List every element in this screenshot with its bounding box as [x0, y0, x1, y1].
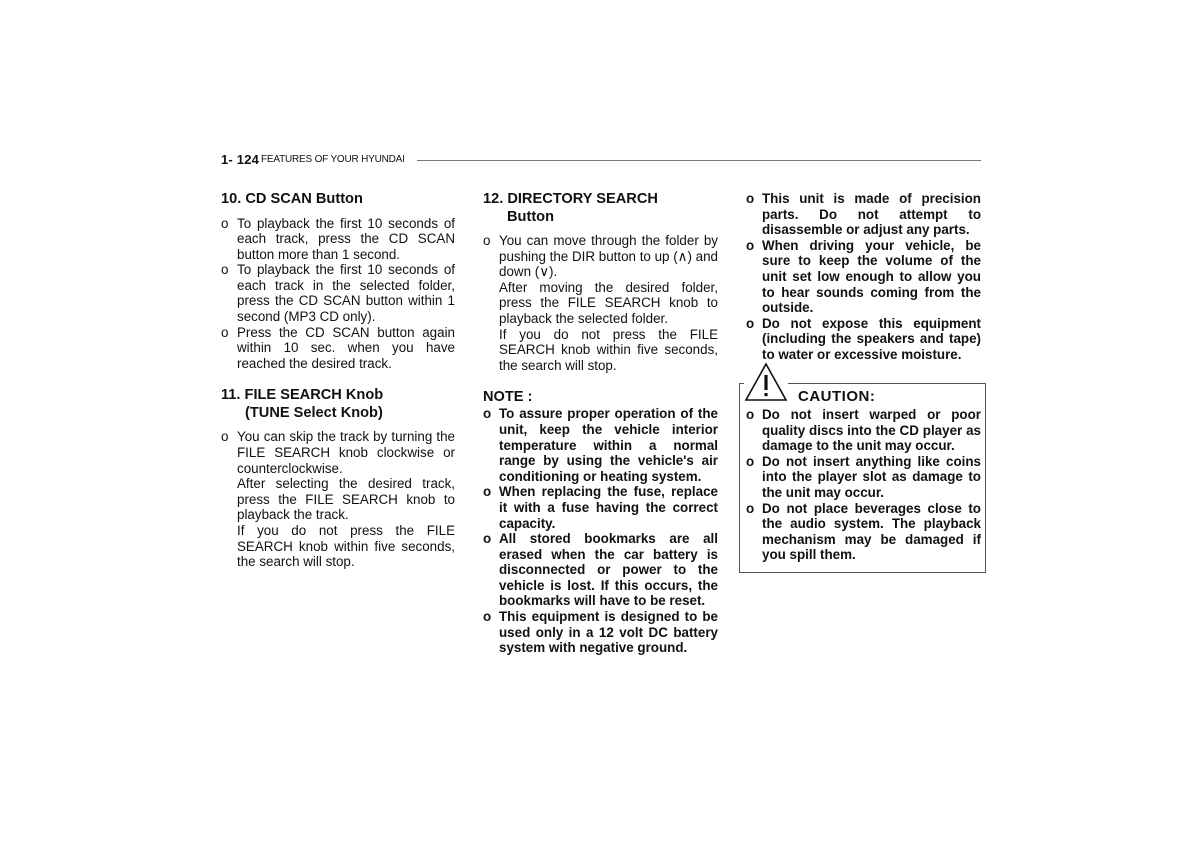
caution-item: o Do not insert anything like coins into the player slot as damage to the unit may occur. [746, 453, 981, 500]
column-left [221, 191, 455, 570]
section-title: FEATURES OF YOUR HYUNDAI [261, 154, 405, 165]
list-item: o You can move through the folder by pushing the DIR button to up (∧) and down (∨). After moving the desired folder, press the FILE SEARCH knob to playback the selected folder. If you do not press the FILE SEARCH knob within five seconds, the search will stop. [483, 233, 718, 373]
note-item: o When replacing the fuse, replace it with a fuse having the correct capacity. [483, 484, 718, 531]
caution-list [746, 407, 981, 563]
column-right [746, 191, 981, 363]
note-item: o All stored bookmarks are all erased when the car battery is disconnected or power to the vehicle is lost. If this occurs, the bookmarks will have to be reset. [483, 531, 718, 609]
list-item: o Do not expose this equipment (including the speakers and tape) to water or excessive moisture. [746, 315, 981, 362]
list-item: o To playback the first 10 seconds of each track in the selected folder, press the CD SCAN button within 1 second (MP3 CD only). [221, 262, 455, 325]
heading-file-search: 11. FILE SEARCH Knob (TUNE Select Knob) [221, 387, 384, 421]
heading-cd-scan: 10. CD SCAN Button [221, 191, 363, 207]
caution-item: o Do not insert warped or poor quality discs into the CD player as damage to the unit may occur. [746, 407, 981, 454]
list-item: o Press the CD SCAN button again within 10 sec. when you have reached the desired track. [221, 324, 455, 371]
page-number: 1- 124 [221, 152, 260, 167]
note-item: o To assure proper operation of the unit, keep the vehicle interior temperature within a normal range by using the vehicle's air conditioning or heating system. [483, 406, 718, 484]
header-rule [417, 160, 981, 161]
heading-directory-search: 12. DIRECTORY SEARCH Button [483, 191, 658, 225]
note-title: NOTE : [483, 389, 533, 406]
column-middle [483, 191, 718, 656]
note-item: o This equipment is designed to be used only in a 12 volt DC battery system with negative ground. [483, 609, 718, 656]
list-item: o When driving your vehicle, be sure to keep the volume of the unit set low enough to allow you to hear sounds coming from the outside. [746, 237, 981, 316]
caution-item: o Do not place beverages close to the audio system. The playback mechanism may be damaged if you spill them. [746, 500, 981, 563]
list-item: o This unit is made of precision parts. Do not attempt to disassemble or adjust any parts. [746, 191, 981, 238]
warning-triangle-icon [744, 362, 788, 402]
list-item: o To playback the first 10 seconds of each track, press the CD SCAN button more than 1 second. [221, 215, 455, 262]
list-item: o You can skip the track by turning the FILE SEARCH knob clockwise or counterclockwise. After selecting the desired track, press the FILE SEARCH knob to playback the track. If you do not press the FILE SEARCH knob within five seconds, the search will stop. [221, 429, 455, 570]
page-header [221, 152, 981, 170]
caution-title: CAUTION: [798, 388, 876, 405]
